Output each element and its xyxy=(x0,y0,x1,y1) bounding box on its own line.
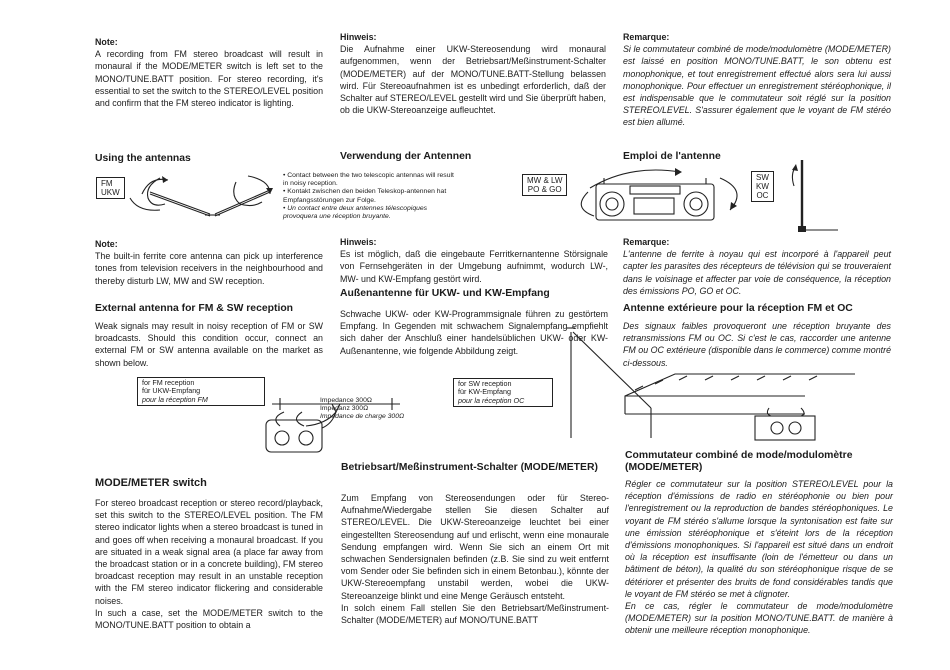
note-text: Es ist möglich, daß die eingebaute Ferritkernantenne Störsignale von Fernsehgeräten in der Umgebung aufnimmt, wodurch LW-, MW- und KW-Empfang gestört wird. xyxy=(340,249,608,284)
mw-lw-label-box xyxy=(522,174,567,196)
impedance-label xyxy=(320,397,404,422)
sw-reception-en: for SW reception xyxy=(458,379,512,388)
band-label: PO & GO xyxy=(527,185,562,194)
heading-antenne-exterieure: Antenne extérieure pour la réception FM et OC xyxy=(623,303,853,314)
note-text: Si le commutateur combiné de mode/modulomètre (MODE/METER) est laissé en position MONO/TUNE.BATT, le son obtenu est monophonique, et tout enregistrement effectué alors sera lui aussi monophonique. Pour effectuer un enregistrement stéréophonique, il est indispensable que le commutateur soit réglé sur la position STEREO/LEVEL. S'assurer également que le voyant de FM stéréo est bien allumé. xyxy=(623,44,891,128)
external-antenna-text-fr: Des signaux faibles provoqueront une réception bruyante des retransmissions FM ou OC. Si c'est le cas, raccorder une antenne FM ou OC extérieure (disponible dans le commerce) comme montré ci-dessous. xyxy=(623,321,891,368)
note-label: Note: xyxy=(95,37,118,47)
radio-rotation-illustration xyxy=(570,164,750,226)
sw-longwire-antenna-illustration xyxy=(555,318,865,448)
mode-meter-paragraph: In solch einem Fall stellen Sie den Betriebsart/Meßinstrument-Schalter (MODE/METER) auf MONO/TUNE.BATT xyxy=(341,602,609,626)
note-fm-de xyxy=(340,31,606,116)
mode-meter-paragraph: For stereo broadcast reception or stereo record/playback, set this switch to the STEREO/LEVEL position. The FM stereo indicator lights when a stereo broadcast is tuned in and goes off when receiving a monaural broadcast. If you are situated in a weak signal area (a place far away from the broadcast station or in a concrete building), FM stereo broadcast reception may result in an unstable reception with the FM stereo indicator flickering and considerable noises. xyxy=(95,498,323,606)
telescopic-antennas-illustration xyxy=(120,168,290,228)
fm-reception-de: für UKW-Empfang xyxy=(142,386,201,396)
note-fm-en xyxy=(95,36,323,109)
mode-meter-paragraph: Zum Empfang von Stereosendungen oder für Stereo-Aufnahme/Wiedergabe stellen Sie diesen Schalter auf STEREO/LEVEL. Die UKW-Stereoanzeige leuchtet bei einer eingestellten Stereosendung auf und erlischt, wenn eine monaurale Sendung empfangen wird. Wenn Sie sich an einem Ort mit schwachen Sendersignalen befinden (z.B. Sie sind zu weit entfernt vom Sender oder Sie befinden sich in einem Betonbau.), könnte der UKW-Stereoempfang unstabil werden, wobei die UKW-Stereoanzeige blinkt und eine Menge Geräusch entsteht. xyxy=(341,493,609,601)
band-label: KW xyxy=(756,182,769,191)
note-ferrite-en xyxy=(95,238,323,287)
heading-external-antenna: External antenna for FM & SW reception xyxy=(95,303,294,314)
mode-meter-paragraph: En ce cas, régler le commutateur de mode/modulomètre (MODE/METER) sur la position MONO/TUNE.BATT. de manière à obtenir une meilleure réception monophonique. xyxy=(625,601,893,636)
vertical-antenna-illustration xyxy=(780,156,840,236)
note-label: Hinweis: xyxy=(340,237,377,247)
note-ferrite-de xyxy=(340,236,608,285)
note-text: L'antenne de ferrite à noyau qui est incorporé à l'appareil peut capter les parasites des récepteurs de télévision qui se trouveraient dans le voisinage et affecter par voie de conséquence, la réception des émissions PO, GO et OC. xyxy=(623,249,891,296)
heading-using-antennas: Using the antennas xyxy=(95,153,191,164)
fm-reception-en: for FM reception xyxy=(142,378,195,387)
impedance-fr: Impédance de charge 300Ω xyxy=(320,413,405,421)
sw-reception-fr: pour la réception OC xyxy=(458,395,525,405)
heading-mode-meter-switch: MODE/METER switch xyxy=(95,477,207,489)
contact-warning-en: • Contact between the two telescopic antennas will result in noisy reception. xyxy=(283,172,454,188)
band-label: MW & LW xyxy=(527,176,563,185)
band-label: SW xyxy=(756,173,769,182)
note-label: Remarque: xyxy=(623,32,670,42)
mode-meter-paragraph: Régler ce commutateur sur la position STEREO/LEVEL pour la réception d'émissions de radio en stéréophonie ou bien pour l'enregistrement ou la reproduction de bandes stéréophoniques. Le voyant de FM stéréo s'allume lorsque la syntonisation est faite sur une émission stéréophonique et s'éteint lors de la réception d'émissions monophoniques. Si l'appareil est situé dans un endroit où la réception est insuffisante (loin de l'émetteur ou dans un bâtiment de béton), la qualité du son stéréophonique risque de se détériorer et présenter des bruits de fond considérables tandis que le voyant de FM stéréo se met à clignoter. xyxy=(625,479,893,599)
fm-reception-fr: pour la réception FM xyxy=(142,394,208,404)
note-label: Note: xyxy=(95,239,118,249)
note-text: The built-in ferrite core antenna can pick up interference tones from television receivers in the neighbourhood and thereby disturb LW, MW and SW reception. xyxy=(95,251,323,286)
contact-warning-de: • Kontakt zwischen den beiden Teleskop-antennen hat Empfangsstörungen zur Folge. xyxy=(283,188,447,204)
band-label: OC xyxy=(756,191,769,200)
heading-aussenantenne: Außenantenne für UKW- und KW-Empfang xyxy=(340,288,550,299)
mode-meter-text-fr xyxy=(625,478,893,637)
impedance-en: Impedance 300Ω xyxy=(320,397,372,404)
note-fm-fr xyxy=(623,31,891,129)
mode-meter-text-de xyxy=(341,492,609,626)
note-text: Die Aufnahme einer UKW-Stereosendung wird monaural aufgenommen, wenn der Betriebsart/Meßinstrument-Schalter (MODE/METER) auf der MONO/TUNE.BATT-Stellung belassen wird. Für Stereoaufnahmen ist es unbedingt erforderlich, daß der Schalter auf STEREO/LEVEL gestellt wird und Sie überprüft haben, ob die UKW-Stereoanzeige aufleuchtet. xyxy=(340,44,606,116)
heading-emploi-antenne: Emploi de l'antenne xyxy=(623,151,721,162)
external-antenna-text-de: Schwache UKW- oder KW-Programmsignale führen zu gestörtem Empfang. In Gegenden mit schwachem Signalempfang empfiehlt sich daher der Anschluß einer handelsüblichen UKW- oder KW-Außenantenne, wie folgende Abbildung zeigt. xyxy=(340,309,608,356)
note-ferrite-fr xyxy=(623,236,891,297)
mode-meter-text-en xyxy=(95,497,323,631)
note-text: A recording from FM stereo broadcast will result in monaural if the MODE/METER switch is left set to the MONO/TUNE.BATT position. For stereo recording, it's essential to set the switch to the STEREO/LEVEL position and confirm that the FM stereo indicator is lighting. xyxy=(95,49,323,109)
band-label: UKW xyxy=(101,188,120,197)
external-antenna-text-en: Weak signals may result in noisy reception of FM or SW broadcasts. Should this condition occur, connect an external FM or SW antenna available on the market as shown below. xyxy=(95,321,323,368)
sw-reception-de: für KW-Empfang xyxy=(458,387,511,397)
mode-meter-paragraph: In such a case, set the MODE/METER switch to the MONO/TUNE.BATT position to obtain a xyxy=(95,607,323,631)
heading-commutateur-mode: Commutateur combiné de mode/modulomètre (MODE/METER) xyxy=(625,450,853,473)
note-label: Remarque: xyxy=(623,237,670,247)
sw-reception-box xyxy=(453,378,553,407)
contact-warning-fr: • Un contact entre deux antennes télescopiques provoquera une réception bruyante. xyxy=(283,204,428,221)
impedance-de: Impedanz 300Ω xyxy=(320,405,369,413)
sw-kw-oc-label-box xyxy=(751,171,774,202)
band-label: FM xyxy=(101,179,113,188)
heading-betriebsart-schalter: Betriebsart/Meßinstrument-Schalter (MODE/METER) xyxy=(341,462,598,473)
note-label: Hinweis: xyxy=(340,32,377,42)
heading-verwendung-antennen: Verwendung der Antennen xyxy=(340,151,472,162)
contact-warning xyxy=(283,172,455,221)
